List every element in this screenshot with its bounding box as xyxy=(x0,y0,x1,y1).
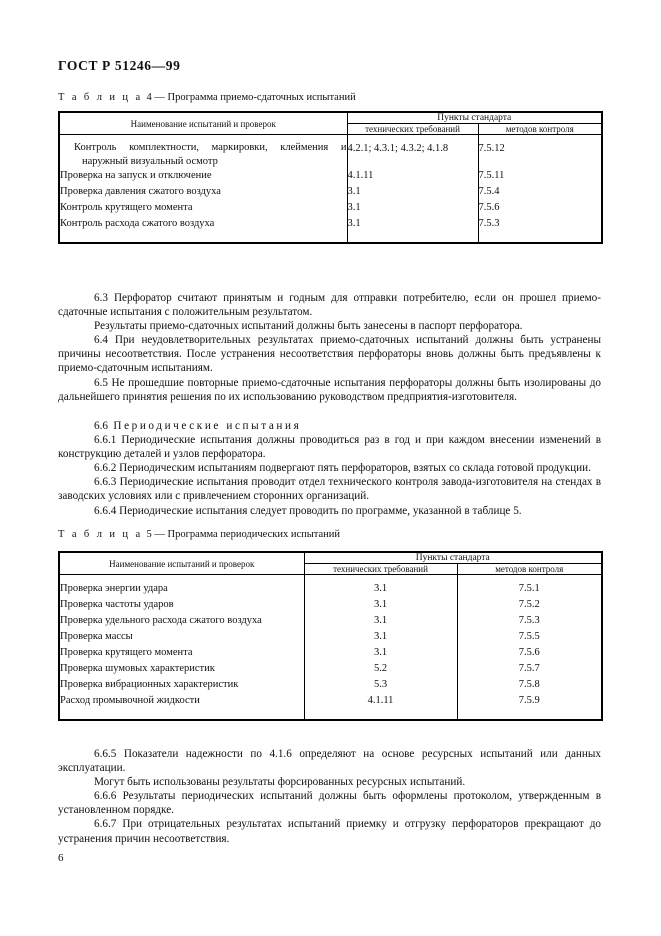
table-4-row-3-name: Контроль крутящего момента xyxy=(59,200,347,216)
body-text-block-c xyxy=(58,747,601,846)
heading-6-6-periodic-tests xyxy=(58,419,601,433)
body-text-block-b xyxy=(58,419,601,518)
table-acceptance-test-program xyxy=(58,111,603,244)
table-5-row-5-requirements: 5.2 xyxy=(304,661,457,677)
table-4-caption xyxy=(58,92,356,103)
table-5-row-6-methods: 7.5.8 xyxy=(457,677,602,693)
table-4-row-0-name: Контроль комплектности, маркировки, клеймения и наружный визуальный осмотр xyxy=(59,141,347,168)
table-row xyxy=(59,661,602,677)
table-row xyxy=(59,581,602,597)
table-4-row-2-requirements: 3.1 xyxy=(347,184,478,200)
table-4-header-group: Пункты стандарта xyxy=(347,112,602,124)
table-4-row-1-requirements: 4.1.11 xyxy=(347,168,478,184)
table-4-row-1-methods: 7.5.11 xyxy=(478,168,602,184)
table-row xyxy=(59,141,602,168)
paragraph-6-6-4: 6.6.4 Периодические испытания следует проводить по программе, указанной в таблице 5. xyxy=(94,504,522,517)
table-5-row-7-requirements: 4.1.11 xyxy=(304,693,457,709)
paragraph-6-3: 6.3 Перфоратор считают принятым и годным для отправки потребителю, если он прошел приемо-сдаточные испытания с положительным результатом. xyxy=(58,292,601,319)
table-5-row-7-methods: 7.5.9 xyxy=(457,693,602,709)
table-row xyxy=(59,645,602,661)
body-text-block-a xyxy=(58,291,601,404)
table-row xyxy=(59,693,602,709)
table-4-row-1-name: Проверка на запуск и отключение xyxy=(59,168,347,184)
table-4-caption-word: Т а б л и ц а xyxy=(58,92,143,103)
heading-6-6-number: 6.6 xyxy=(94,420,108,432)
table-4-row-4-methods: 7.5.3 xyxy=(478,216,602,232)
table-4-header-methods: методов контроля xyxy=(478,124,602,135)
table-5-header-name: Наименование испытаний и проверок xyxy=(59,552,304,575)
table-4-row-3-requirements: 3.1 xyxy=(347,200,478,216)
table-row xyxy=(59,629,602,645)
table-5-header-group: Пункты стандарта xyxy=(304,552,602,564)
table-5-row-6-requirements: 5.3 xyxy=(304,677,457,693)
paragraph-passport: Результаты приемо-сдаточных испытаний должны быть занесены в паспорт перфоратора. xyxy=(94,320,523,333)
table-5-row-3-requirements: 3.1 xyxy=(304,629,457,645)
table-row xyxy=(59,216,602,232)
table-4-caption-number: 4 — Программа приемо-сдаточных испытаний xyxy=(146,92,356,103)
table-4-row-3-methods: 7.5.6 xyxy=(478,200,602,216)
table-5-row-0-requirements: 3.1 xyxy=(304,581,457,597)
table-5-row-3-name: Проверка массы xyxy=(59,629,304,645)
table-4-row-0-requirements: 4.2.1; 4.3.1; 4.3.2; 4.1.8 xyxy=(347,141,478,168)
table-5-spacer-bottom xyxy=(59,709,602,720)
table-4-header-requirements: технических требований xyxy=(347,124,478,135)
table-5-row-1-requirements: 3.1 xyxy=(304,597,457,613)
table-5-row-4-requirements: 3.1 xyxy=(304,645,457,661)
table-4-row-4-name: Контроль расхода сжатого воздуха xyxy=(59,216,347,232)
table-4-row-0-methods: 7.5.12 xyxy=(478,141,602,168)
table-row xyxy=(59,677,602,693)
table-row xyxy=(59,184,602,200)
paragraph-6-6-1: 6.6.1 Периодические испытания должны проводиться раз в год и при каждом внесении изменений в конструкцию деталей и узлов перфоратора. xyxy=(58,434,601,461)
table-4-header-name: Наименование испытаний и проверок xyxy=(59,112,347,135)
table-5-header-requirements: технических требований xyxy=(304,564,457,575)
paragraph-forced-tests: Могут быть использованы результаты форсированных ресурсных испытаний. xyxy=(94,776,466,789)
table-5-row-6-name: Проверка вибрационных характеристик xyxy=(59,677,304,693)
table-5-row-5-methods: 7.5.7 xyxy=(457,661,602,677)
table-row xyxy=(59,613,602,629)
table-row xyxy=(59,168,602,184)
table-5-row-7-name: Расход промывочной жидкости xyxy=(59,693,304,709)
table-5-row-3-methods: 7.5.5 xyxy=(457,629,602,645)
table-5-header-row-1 xyxy=(59,552,602,564)
table-5-row-4-methods: 7.5.6 xyxy=(457,645,602,661)
table-5-header-methods: методов контроля xyxy=(457,564,602,575)
table-5-row-2-name: Проверка удельного расхода сжатого воздуха xyxy=(59,613,304,629)
table-4-row-2-methods: 7.5.4 xyxy=(478,184,602,200)
standard-number-header: ГОСТ Р 51246—99 xyxy=(58,58,181,73)
paragraph-6-5: 6.5 Не прошедшие повторные приемо-сдаточные испытания перфораторы должны быть изолированы до дальнейшего принятия решения по их использованию руководством предприятия-изготовителя. xyxy=(58,376,601,403)
table-5-row-0-name: Проверка энергии удара xyxy=(59,581,304,597)
table-5-row-5-name: Проверка шумовых характеристик xyxy=(59,661,304,677)
page-number: 6 xyxy=(58,852,64,864)
heading-6-6-text: Периодические испытания xyxy=(113,420,302,432)
paragraph-6-6-6: 6.6.6 Результаты периодических испытаний должны быть оформлены протоколом, утвержденным в установленном порядке. xyxy=(58,790,601,817)
paragraph-6-6-7: 6.6.7 При отрицательных результатах испытаний приемку и отгрузку перфораторов прекращают до устранения причин несоответствия. xyxy=(58,818,601,845)
table-5-row-4-name: Проверка крутящего момента xyxy=(59,645,304,661)
table-5-row-0-methods: 7.5.1 xyxy=(457,581,602,597)
table-5-caption-number: 5 — Программа периодических испытаний xyxy=(146,529,341,540)
table-row xyxy=(59,597,602,613)
table-5-caption-word: Т а б л и ц а xyxy=(58,529,143,540)
table-4-header-row-1 xyxy=(59,112,602,124)
table-5-row-1-methods: 7.5.2 xyxy=(457,597,602,613)
table-row xyxy=(59,200,602,216)
table-5-row-1-name: Проверка частоты ударов xyxy=(59,597,304,613)
table-4-spacer-bottom xyxy=(59,232,602,243)
table-4-row-2-name: Проверка давления сжатого воздуха xyxy=(59,184,347,200)
table-5-row-2-requirements: 3.1 xyxy=(304,613,457,629)
table-4-row-4-requirements: 3.1 xyxy=(347,216,478,232)
table-5-caption xyxy=(58,529,340,540)
table-periodic-test-program xyxy=(58,551,603,721)
paragraph-6-6-5: 6.6.5 Показатели надежности по 4.1.6 определяют на основе ресурсных испытаний или данных эксплуатации. xyxy=(58,748,601,775)
paragraph-6-6-3: 6.6.3 Периодические испытания проводит отдел технического контроля завода-изготовителя на стендах в заводских условиях или с привлечением сторонних организаций. xyxy=(58,476,601,503)
paragraph-6-4: 6.4 При неудовлетворительных результатах приемо-сдаточных испытаний должны быть устранены причины несоответствия. После устранения несоответствия перфораторы вновь должны быть предъявлены к приемо-сдаточным испытаниям. xyxy=(58,334,601,375)
table-5-row-2-methods: 7.5.3 xyxy=(457,613,602,629)
paragraph-6-6-2: 6.6.2 Периодическим испытаниям подвергают пять перфораторов, взятых со склада готовой продукции. xyxy=(94,462,591,475)
